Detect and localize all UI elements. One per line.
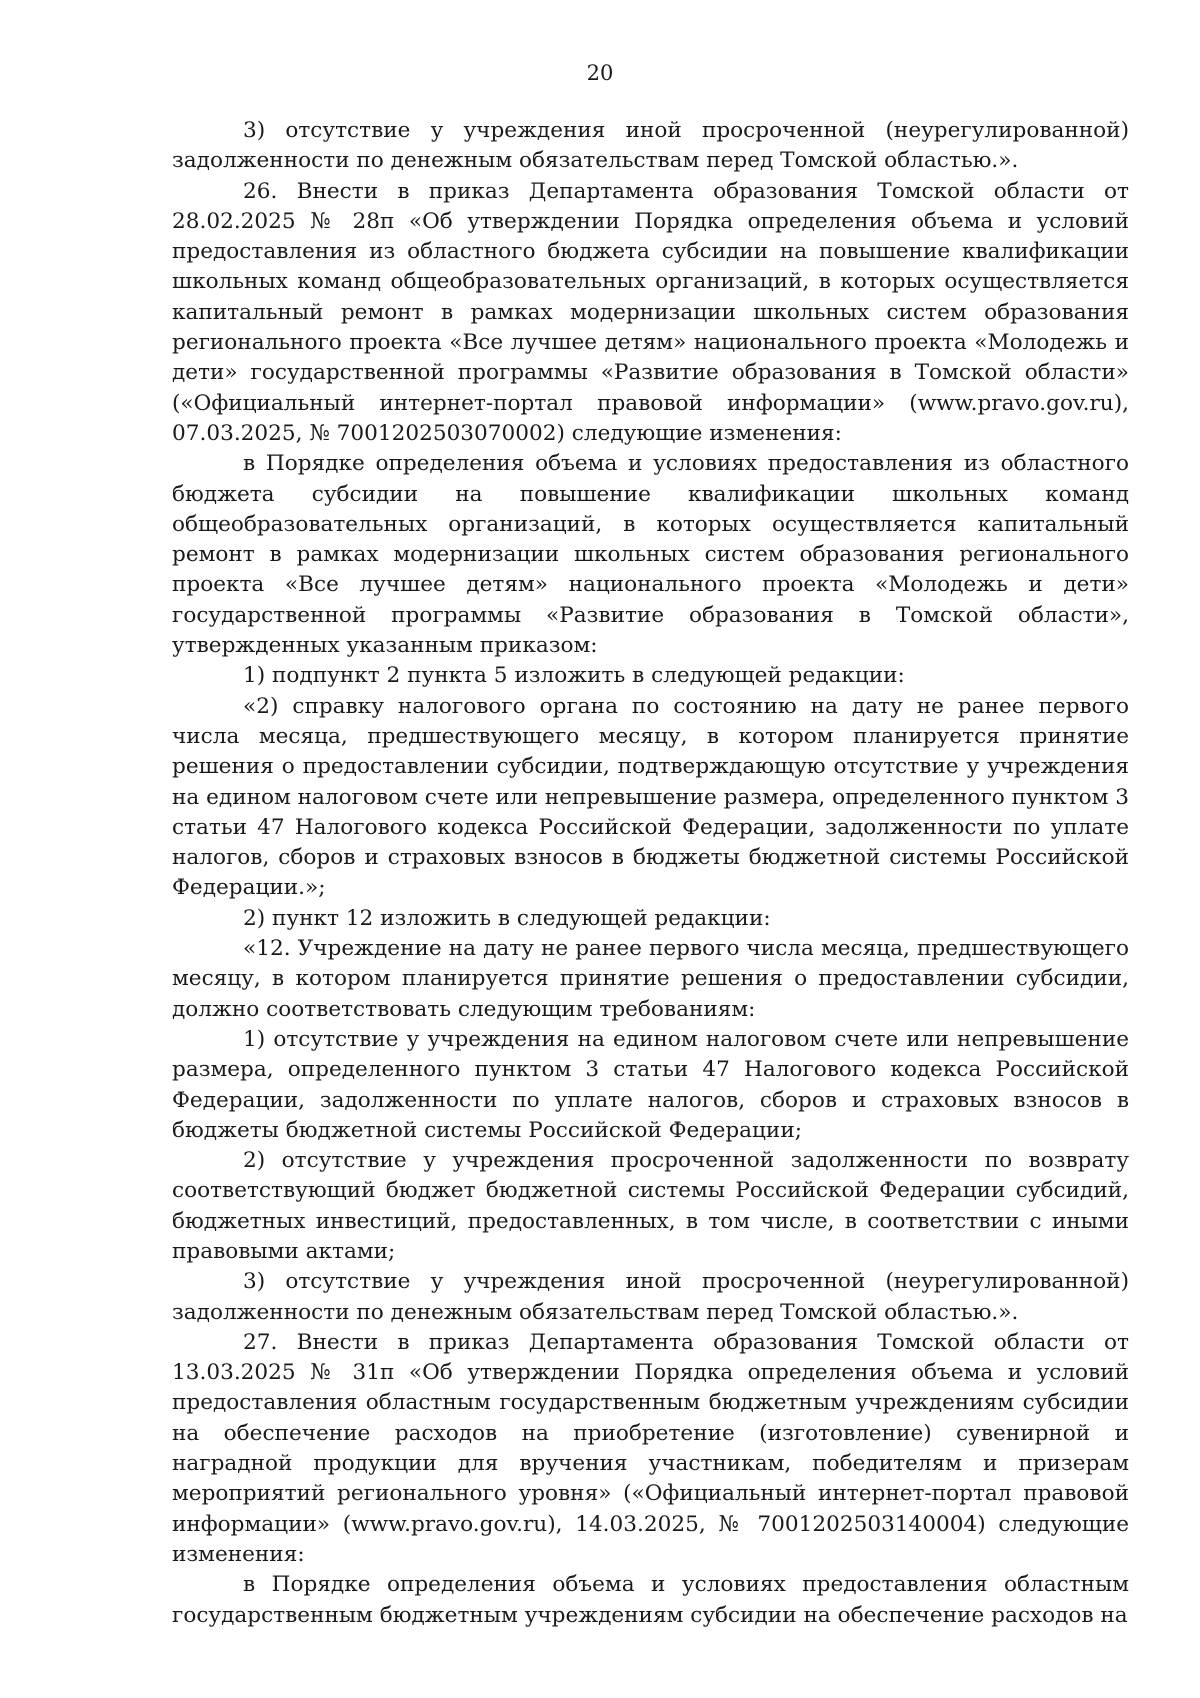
paragraph-subitem-1: 1) подпункт 2 пункта 5 изложить в следующей редакции: <box>243 663 905 689</box>
paragraph-requirement-2: 2) отсутствие у учреждения просроченной задолженности по возврату соответствующий бюджет бюджетной системы Российской Федерации субсидий, бюджетных инвестиций, предоставленных, в том числе, в соответствии с иными правовыми актами; <box>172 1148 1129 1264</box>
paragraph-item-27: 27. Внести в приказ Департамента образования Томской области от 13.03.2025 № 31п «Об утверждении Порядка определения объема и условий предоставления областным государственным бюджетным учреждениям субсидии на обеспечение расходов на приобретение (изготовление) сувенирной и наградной продукции для вручения участникам, победителям и призерам мероприятий регионального уровня» («Официальный интернет-портал правовой информации» (www.pravo.gov.ru), 14.03.2025, № 7001202503140004) следующие изменения: <box>172 1329 1129 1567</box>
page-number: 20 <box>586 61 614 85</box>
paragraph-item-3-debt: 3) отсутствие у учреждения иной просроченной (неурегулированной) задолженности по денежным обязательствам перед Томской областью.». <box>172 118 1129 174</box>
paragraph-requirement-1: 1) отсутствие у учреждения на едином налоговом счете или непревышение размера, определенного пунктом 3 статьи 47 Налогового кодекса Российской Федерации, задолженности по уплате налогов, сборов и страховых взносов в бюджеты бюджетной системы Российской Федерации; <box>172 1026 1129 1143</box>
paragraph-tax-certificate: «2) справку налогового органа по состоянию на дату не ранее первого числа месяца, предшествующего месяцу, в котором планируется принятие решения о предоставлении субсидии, подтверждающую отсутствие у учреждения на едином налоговом счете или непревышение размера, определенного пунктом 3 статьи 47 Налогового кодекса Российской Федерации, задолженности по уплате налогов, сборов и страховых взносов в бюджеты бюджетной системы Российской Федерации.»; <box>172 693 1129 901</box>
paragraph-item-26: 26. Внести в приказ Департамента образования Томской области от 28.02.2025 № 28п «Об утверждении Порядка определения объема и условий предоставления из областного бюджета субсидии на повышение квалификации школьных команд общеобразовательных организаций, в которых осуществляется капитальный ремонт в рамках модернизации школьных систем образования регионального проекта «Все лучшее детям» национального проекта «Молодежь и дети» государственной программы «Развитие образования в Томской области» («Официальный интернет-портал правовой информации» (www.pravo.gov.ru), 07.03.2025, № 7001202503070002) следующие изменения: <box>172 178 1129 446</box>
paragraph-amendment-intro-27: в Порядке определения объема и условиях предоставления областным государственным бюджетным учреждениям субсидии на обеспечение расходов на <box>172 1572 1129 1628</box>
paragraph-subitem-2: 2) пункт 12 изложить в следующей редакции: <box>243 905 771 931</box>
paragraph-amendment-intro-26: в Порядке определения объема и условиях предоставления из областного бюджета субсидии на повышение квалификации школьных команд общеобразовательных организаций, в которых осуществляется капитальный ремонт в рамках модернизации школьных систем образования регионального проекта «Все лучшее детям» национального проекта «Молодежь и дети» государственной программы «Развитие образования в Томской области», утвержденных указанным приказом: <box>172 451 1129 659</box>
document-body <box>172 116 1129 1631</box>
paragraph-clause-12: «12. Учреждение на дату не ранее первого числа месяца, предшествующего месяцу, в котором планируется принятие решения о предоставлении субсидии, должно соответствовать следующим требованиям: <box>172 936 1129 1022</box>
paragraph-requirement-3: 3) отсутствие у учреждения иной просроченной (неурегулированной) задолженности по денежным обязательствам перед Томской областью.». <box>172 1269 1129 1325</box>
